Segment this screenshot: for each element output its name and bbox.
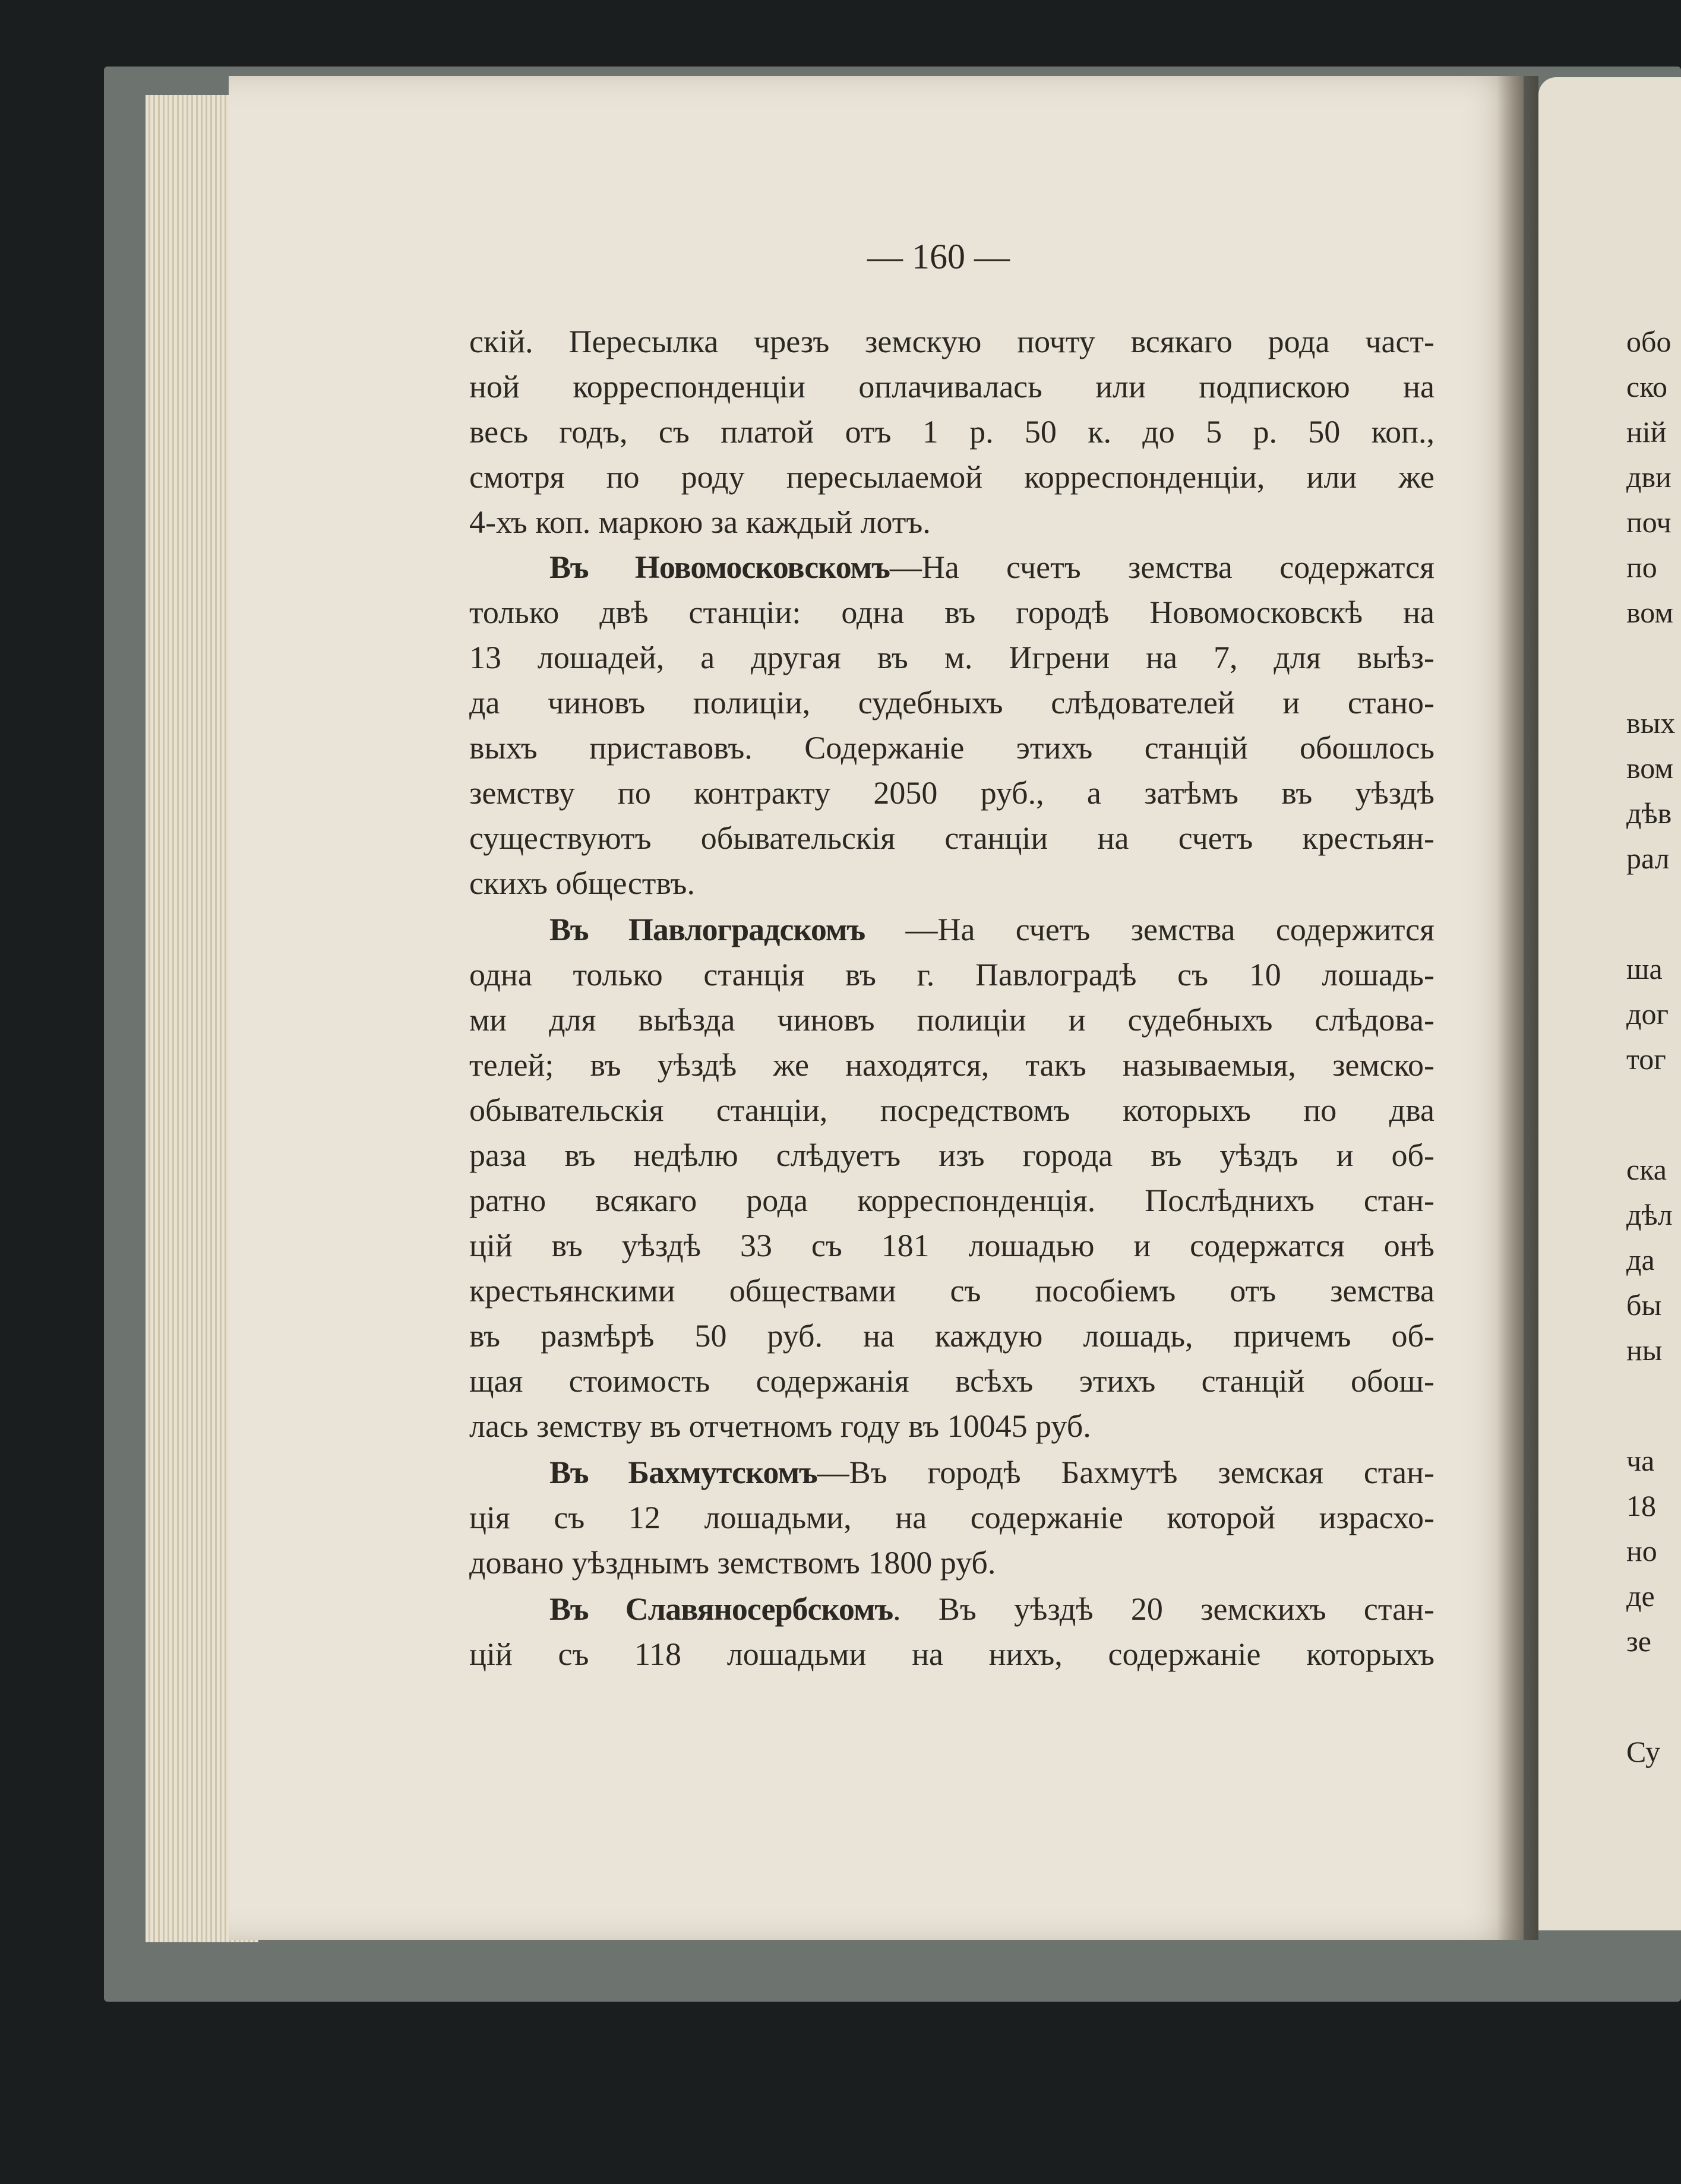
- text-line: выхъ приставовъ. Содержаніе этихъ станцій обошлось: [469, 730, 1434, 766]
- text-line: телей; въ уѣздѣ же находятся, такъ называемыя, земско-: [469, 1047, 1434, 1083]
- facing-page-fragment: вом: [1626, 751, 1673, 785]
- text-line: лась земству въ отчетномъ году въ 10045 руб.: [469, 1408, 1091, 1444]
- page-number: — 160 —: [867, 237, 1010, 276]
- paragraph-first-line: [469, 1452, 1434, 1493]
- text-line: въ размѣрѣ 50 руб. на каждую лошадь, причемъ об-: [469, 1318, 1434, 1354]
- text-line: только двѣ станціи: одна въ городѣ Новомосковскѣ на: [469, 595, 1434, 630]
- facing-page-fragment: по: [1626, 551, 1657, 584]
- facing-page-fragment: поч: [1626, 505, 1671, 539]
- text-line: существуютъ обывательскія станціи на счетъ крестьян-: [469, 820, 1434, 856]
- district-heading: Въ Бахмутскомъ: [549, 1455, 817, 1490]
- text-span: —На счетъ земства содержатся: [889, 549, 1434, 585]
- text-line: ной корреспонденціи оплачивалась или подпискою на: [469, 369, 1434, 404]
- facing-page-fragment: 18: [1626, 1489, 1656, 1522]
- facing-page-fragment: дог: [1626, 997, 1669, 1031]
- text-line: крестьянскими обществами съ пособіемъ отъ земства: [469, 1273, 1434, 1308]
- text-line: ція съ 12 лошадьми, на содержаніе которой израсхо-: [469, 1500, 1434, 1535]
- facing-page-fragment: ша: [1626, 952, 1663, 985]
- facing-page-fragment: дѣв: [1626, 797, 1672, 830]
- text-line: цій съ 118 лошадьми на нихъ, содержаніе которыхъ: [469, 1636, 1434, 1672]
- text-line: ми для выѣзда чиновъ полиціи и судебныхъ слѣдова-: [469, 1002, 1434, 1038]
- text-line: смотря по роду пересылаемой корреспонденціи, или же: [469, 459, 1434, 495]
- facing-page-fragment: дви: [1626, 460, 1671, 494]
- paragraph-first-line: [469, 909, 1434, 950]
- text-line: скихъ обществъ.: [469, 865, 695, 901]
- text-line: раза въ недѣлю слѣдуетъ изъ города въ уѣздъ и об-: [469, 1137, 1434, 1173]
- text-line: весь годъ, съ платой отъ 1 р. 50 к. до 5 р. 50 коп.,: [469, 414, 1434, 450]
- facing-page-fragment: вых: [1626, 706, 1676, 739]
- text-line: цій въ уѣздѣ 33 съ 181 лошадью и содержатся онѣ: [469, 1228, 1434, 1263]
- facing-page-fragment: зе: [1626, 1624, 1651, 1658]
- text-span: —На счетъ земства содержится: [865, 912, 1434, 947]
- text-line: ратно всякаго рода корреспонденція. Послѣднихъ стан-: [469, 1183, 1434, 1218]
- facing-page-fragment: де: [1626, 1579, 1655, 1613]
- text-line: скій. Пересылка чрезъ земскую почту всякаго рода част-: [469, 324, 1434, 359]
- text-line: 13 лошадей, а другая въ м. Игрени на 7, для выѣз-: [469, 640, 1434, 675]
- facing-page-fragment: ча: [1626, 1444, 1655, 1477]
- facing-page-fragment: обо: [1626, 325, 1671, 358]
- text-line: земству по контракту 2050 руб., а затѣмъ въ уѣздѣ: [469, 775, 1434, 811]
- facing-page-fragment: но: [1626, 1534, 1657, 1567]
- facing-page-fragment: ній: [1626, 415, 1667, 448]
- facing-page-fragment: Су: [1626, 1735, 1661, 1768]
- text-line: обывательскія станціи, посредствомъ которыхъ по два: [469, 1092, 1434, 1128]
- facing-page-fragment: да: [1626, 1243, 1655, 1276]
- body-text: [469, 321, 1434, 1758]
- district-heading: Въ Павлоградскомъ: [549, 912, 865, 947]
- facing-page-fragment: рал: [1626, 842, 1670, 875]
- text-span: . Въ уѣздѣ 20 земскихъ стан-: [893, 1591, 1434, 1627]
- district-heading: Въ Славяносербскомъ: [549, 1591, 893, 1627]
- facing-page-fragment: ны: [1626, 1333, 1663, 1367]
- text-span: —Въ городѣ Бахмутѣ земская стан-: [817, 1455, 1434, 1490]
- text-line: довано уѣзднымъ земствомъ 1800 руб.: [469, 1545, 996, 1581]
- text-line: да чиновъ полиціи, судебныхъ слѣдователей и стано-: [469, 685, 1434, 720]
- text-line: щая стоимость содержанія всѣхъ этихъ станцій обош-: [469, 1363, 1434, 1399]
- gutter-shadow: [1497, 76, 1538, 1940]
- facing-page: [1538, 77, 1681, 1930]
- facing-page-fragment: ско: [1626, 370, 1667, 403]
- facing-page-fragment: вом: [1626, 596, 1673, 629]
- text-line: 4-хъ коп. маркою за каждый лотъ.: [469, 504, 931, 540]
- paragraph-first-line: [469, 1588, 1434, 1630]
- paragraph-first-line: [469, 546, 1434, 588]
- district-heading: Въ Новомосковскомъ: [549, 549, 890, 585]
- facing-page-fragment: бы: [1626, 1288, 1662, 1322]
- facing-page-fragment: ска: [1626, 1153, 1667, 1186]
- facing-page-fragment: дѣл: [1626, 1198, 1673, 1231]
- facing-page-fragment: тог: [1626, 1042, 1666, 1076]
- text-line: одна только станція въ г. Павлоградѣ съ 10 лошадь-: [469, 957, 1434, 993]
